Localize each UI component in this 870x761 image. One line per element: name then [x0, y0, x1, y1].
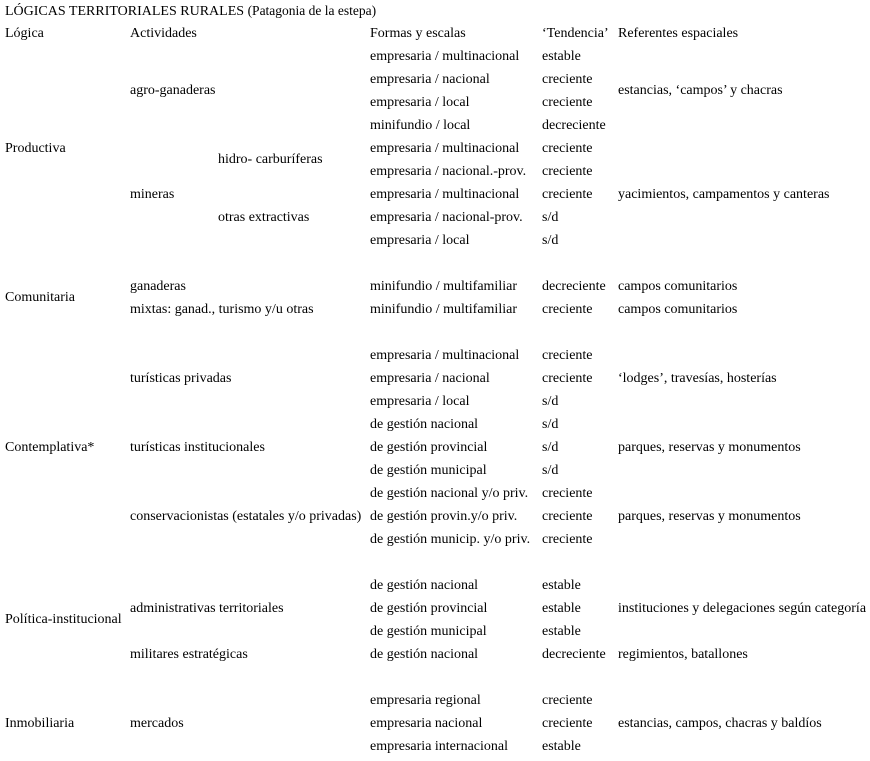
tendencia-cell: creciente	[542, 164, 593, 179]
actividad-agroganaderas: agro-ganaderas	[130, 83, 216, 98]
referente-turisticas-institucionales: parques, reservas y monumentos	[618, 440, 801, 455]
header-tendencia: ‘Tendencia’	[542, 26, 609, 41]
header-actividades: Actividades	[130, 26, 197, 41]
tendencia-cell: estable	[542, 49, 581, 64]
tendencia-cell: creciente	[542, 509, 593, 524]
title-main: LÓGICAS TERRITORIALES RURALES	[5, 4, 245, 19]
tendencia-cell: creciente	[542, 716, 593, 731]
tendencia-cell: creciente	[542, 371, 593, 386]
header-logica: Lógica	[5, 26, 44, 41]
tendencia-cell: creciente	[542, 693, 593, 708]
referente-mineras: yacimientos, campamentos y canteras	[618, 187, 830, 202]
referente-ganaderas: campos comunitarios	[618, 279, 738, 294]
actividad-conservacionistas: conservacionistas (estatales y/o privadas)	[130, 509, 362, 524]
tendencia-cell: creciente	[542, 95, 593, 110]
forma-escala-cell: de gestión provincial	[370, 440, 488, 455]
forma-escala-cell: empresaria / nacional.-prov.	[370, 164, 527, 179]
tendencia-cell: estable	[542, 578, 581, 593]
referente-mixtas: campos comunitarios	[618, 302, 738, 317]
forma-escala-cell: empresaria / multinacional	[370, 187, 520, 202]
referente-agroganaderas: estancias, ‘campos’ y chacras	[618, 83, 783, 98]
tendencia-cell: creciente	[542, 141, 593, 156]
tendencia-cell: estable	[542, 739, 581, 754]
document-title	[5, 3, 376, 20]
tendencia-cell: s/d	[542, 394, 559, 409]
forma-escala-cell: empresaria nacional	[370, 716, 483, 731]
actividad-mineras: mineras	[130, 187, 175, 202]
logica-comunitaria: Comunitaria	[5, 290, 75, 305]
title-subtitle: (Patagonia de la estepa)	[247, 3, 377, 18]
tendencia-cell: estable	[542, 624, 581, 639]
tendencia-cell: decreciente	[542, 647, 606, 662]
tendencia-cell: s/d	[542, 440, 559, 455]
forma-escala-cell: de gestión municip. y/o priv.	[370, 532, 531, 547]
forma-escala-cell: empresaria / multinacional	[370, 49, 520, 64]
tendencia-cell: creciente	[542, 187, 593, 202]
tendencia-cell: s/d	[542, 233, 559, 248]
logica-contemplativa: Contemplativa*	[5, 440, 95, 455]
forma-escala-cell: de gestión provin.y/o priv.	[370, 509, 518, 524]
actividad-turisticas-institucionales: turísticas institucionales	[130, 440, 265, 455]
referente-militares: regimientos, batallones	[618, 647, 748, 662]
forma-escala-cell: de gestión municipal	[370, 624, 487, 639]
forma-escala-cell: empresaria / local	[370, 394, 470, 409]
forma-escala-cell: empresaria / nacional-prov.	[370, 210, 523, 225]
forma-escala-cell: minifundio / multifamiliar	[370, 279, 517, 294]
forma-escala-cell: empresaria / local	[370, 233, 470, 248]
tendencia-cell: creciente	[542, 302, 593, 317]
forma-escala-cell: empresaria / multinacional	[370, 141, 520, 156]
actividad-hidrocarburiferas: hidro- carburíferas	[218, 152, 323, 167]
tendencia-cell: s/d	[542, 463, 559, 478]
header-formas: Formas y escalas	[370, 26, 466, 41]
forma-escala-cell: de gestión municipal	[370, 463, 487, 478]
referente-administrativas: instituciones y delegaciones según categoría	[618, 601, 867, 616]
forma-escala-cell: empresaria / nacional	[370, 371, 490, 386]
actividad-administrativas: administrativas territoriales	[130, 601, 284, 616]
tendencia-cell: decreciente	[542, 118, 606, 133]
forma-escala-cell: empresaria / local	[370, 95, 470, 110]
actividad-militares: militares estratégicas	[130, 647, 248, 662]
tendencia-cell: creciente	[542, 532, 593, 547]
referente-conservacionistas: parques, reservas y monumentos	[618, 509, 801, 524]
logica-productiva: Productiva	[5, 141, 66, 156]
forma-escala-cell: de gestión nacional	[370, 647, 479, 662]
actividad-otras-extractivas: otras extractivas	[218, 210, 310, 225]
tendencia-cell: creciente	[542, 486, 593, 501]
forma-escala-cell: empresaria internacional	[370, 739, 508, 754]
forma-escala-cell: empresaria / multinacional	[370, 348, 520, 363]
tendencia-cell: creciente	[542, 72, 593, 87]
actividad-ganaderas: ganaderas	[130, 279, 186, 294]
forma-escala-cell: de gestión nacional y/o priv.	[370, 486, 529, 501]
forma-escala-cell: de gestión nacional	[370, 417, 479, 432]
actividad-mixtas: mixtas: ganad., turismo y/u otras	[130, 302, 314, 317]
forma-escala-cell: de gestión provincial	[370, 601, 488, 616]
tendencia-cell: s/d	[542, 417, 559, 432]
logica-inmobiliaria: Inmobiliaria	[5, 716, 75, 731]
referente-turisticas-privadas: ‘lodges’, travesías, hosterías	[618, 371, 777, 386]
forma-escala-cell: de gestión nacional	[370, 578, 479, 593]
logica-politica-institucional: Política-institucional	[5, 612, 122, 627]
tendencia-cell: decreciente	[542, 279, 606, 294]
forma-escala-cell: minifundio / multifamiliar	[370, 302, 517, 317]
tendencia-cell: estable	[542, 601, 581, 616]
referente-mercados: estancias, campos, chacras y baldíos	[618, 716, 822, 731]
tendencia-cell: creciente	[542, 348, 593, 363]
forma-escala-cell: empresaria / nacional	[370, 72, 490, 87]
actividad-turisticas-privadas: turísticas privadas	[130, 371, 232, 386]
actividad-mercados: mercados	[130, 716, 184, 731]
header-referentes: Referentes espaciales	[618, 26, 739, 41]
tendencia-cell: s/d	[542, 210, 559, 225]
forma-escala-cell: minifundio / local	[370, 118, 471, 133]
forma-escala-cell: empresaria regional	[370, 693, 481, 708]
